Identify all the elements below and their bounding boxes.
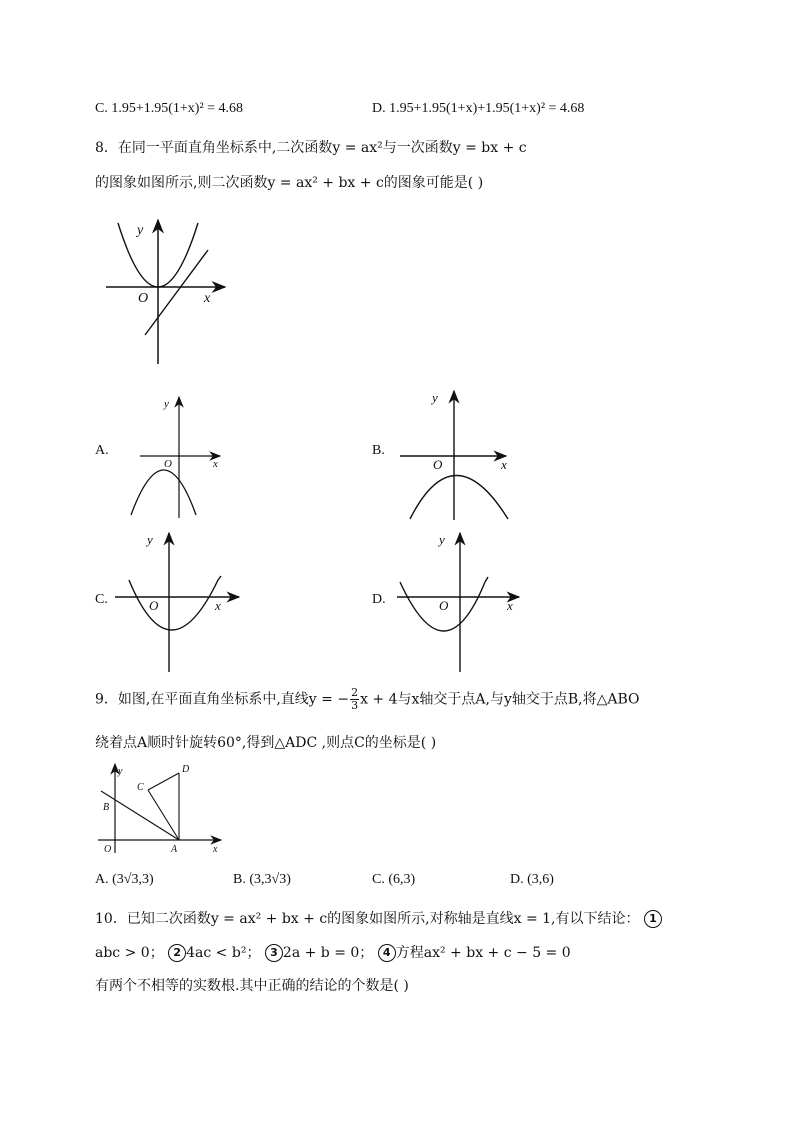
q8-stem-line1: 8．在同一平面直角坐标系中,二次函数y = ax²与一次函数y = bx + c <box>95 140 527 156</box>
q9-option-b-value: (3,3√3) <box>249 872 291 887</box>
q10-conclusion-4: 方程ax² + bx + c − 5 = 0 <box>395 945 571 961</box>
q9-figure <box>98 763 228 855</box>
q9-option-d[interactable] <box>510 872 554 888</box>
q9-option-a[interactable] <box>95 872 154 888</box>
parabola <box>131 470 196 515</box>
q8-option-c-label[interactable]: C. <box>95 592 108 607</box>
x-label: x <box>507 598 513 613</box>
q10-conclusion-3: 2a + b = 0； <box>282 945 374 961</box>
q8-option-b-graph[interactable] <box>398 388 528 523</box>
y-label: y <box>439 532 445 547</box>
q8-option-d-label[interactable]: D. <box>372 592 386 607</box>
origin-label: O <box>104 844 112 855</box>
fraction-denominator: 3 <box>351 699 359 712</box>
q7-option-d[interactable]: D. 1.95+1.95(1+x)+1.95(1+x)² = 4.68 <box>372 101 585 116</box>
q9-option-b-label: B. <box>233 872 246 887</box>
q9-stem-line1 <box>95 687 640 712</box>
origin-label: O <box>439 598 449 613</box>
q9-option-b[interactable] <box>233 872 291 888</box>
origin-label: O <box>164 458 172 470</box>
point-c-label: C <box>137 782 144 793</box>
q8-main-graph <box>100 218 230 368</box>
origin-label: O <box>138 291 149 306</box>
q9-stem-part1: 9．如图,在平面直角坐标系中,直线y = − <box>95 691 350 708</box>
circled-number-4: 4 <box>378 944 396 962</box>
q9-option-c-value: (6,3) <box>388 872 416 887</box>
q9-option-d-label: D. <box>510 872 524 887</box>
q10-stem-line3: 有两个不相等的实数根.其中正确的结论的个数是( ) <box>95 978 409 994</box>
q8-stem-line2: 的图象如图所示,则二次函数y = ax² + bx + c的图象可能是( ) <box>95 175 484 191</box>
line-ab <box>101 791 179 840</box>
point-b-label: B <box>103 802 110 813</box>
q9-stem-line2: 绕着点A顺时针旋转60°,得到△ADC ,则点C的坐标是( ) <box>95 735 437 751</box>
fraction-numerator: 2 <box>351 686 359 699</box>
y-label: y <box>137 223 144 238</box>
segment-ac <box>148 790 179 840</box>
x-label: x <box>213 844 218 855</box>
parabola-tail <box>485 577 488 582</box>
x-label: x <box>204 291 211 306</box>
q8-option-b-label[interactable]: B. <box>372 443 385 458</box>
q9-option-d-value: (3,6) <box>527 872 554 887</box>
x-label: x <box>501 457 507 472</box>
q10-conclusions-line <box>95 942 571 962</box>
q10-conclusion-1: abc > 0； <box>95 945 164 961</box>
q10-conclusion-2: 4ac < b²； <box>186 945 261 961</box>
x-label: x <box>213 458 218 470</box>
circled-number-1: 1 <box>644 910 662 928</box>
y-label: y <box>164 398 169 410</box>
q9-option-a-label: A. <box>95 872 109 887</box>
q10-stem-line1 <box>95 908 662 928</box>
origin-label: O <box>433 457 443 472</box>
parabola <box>129 580 218 630</box>
origin-label: O <box>149 598 159 613</box>
point-a-label: A <box>171 844 178 855</box>
q10-stem-text: 10．已知二次函数y = ax² + bx + c的图象如图所示,对称轴是直线x = 1,有以下结论： <box>95 911 640 927</box>
y-label: y <box>432 390 438 405</box>
x-label: x <box>215 598 221 613</box>
circled-number-2: 2 <box>168 944 186 962</box>
q9-option-a-value: (3√3,3) <box>112 872 154 887</box>
line <box>145 250 208 335</box>
segment-cd <box>148 773 179 790</box>
fraction <box>350 687 359 712</box>
y-label: y <box>147 532 153 547</box>
q9-option-c-label: C. <box>372 872 385 887</box>
q8-option-c-graph[interactable] <box>115 530 245 672</box>
q7-option-c[interactable]: C. 1.95+1.95(1+x)² = 4.68 <box>95 101 244 116</box>
parabola-tail <box>218 576 221 580</box>
q8-option-a-graph[interactable] <box>128 395 238 520</box>
y-label: y <box>118 766 123 777</box>
q9-option-c[interactable] <box>372 872 415 888</box>
circled-number-3: 3 <box>265 944 283 962</box>
parabola <box>410 476 508 520</box>
q9-stem-part2: x + 4与x轴交于点A,与y轴交于点B,将△ABO <box>360 691 640 708</box>
q8-option-a-label[interactable]: A. <box>95 443 109 458</box>
point-d-label: D <box>182 764 190 775</box>
q8-option-d-graph[interactable] <box>397 530 527 672</box>
